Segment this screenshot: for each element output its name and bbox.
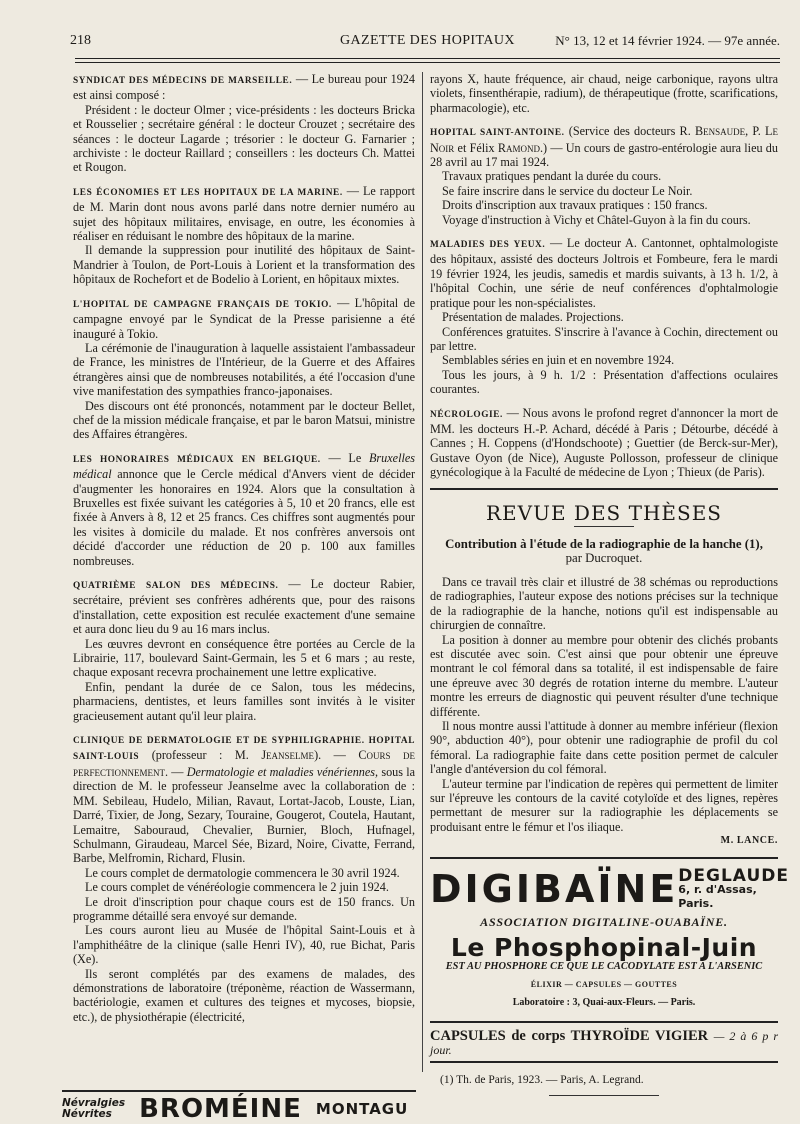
signature: M. LANCE. — [720, 835, 778, 847]
article-tokio: L'HOPITAL DE CAMPAGNE FRANÇAIS DE TOKIO. — L'hôpital de campagne envoyé par le Syndicat de la Presse parisienne a été inauguré à Tokio. — [73, 295, 415, 341]
header-rule-thin — [75, 62, 780, 63]
issue-date: N° 13, 12 et 14 février 1924. — 97e année. — [555, 33, 780, 48]
thesis-title: Contribution à l'étude de la radiographie de la hanche (1), par Ducroquet. — [445, 536, 763, 565]
column-divider — [422, 72, 423, 1072]
header-rule — [75, 58, 780, 59]
digibaine-ad: DIGIBAÏNE DEGLAUDE 6, r. d'Assas, Paris. ASSOCIATION DIGITALINE-OUABAÏNE. — [430, 857, 778, 929]
phosphopinal-ad: Le Phosphopinal-Juin EST AU PHOSPHORE CE QUE LE CACODYLATE EST A L'ARSENIC ÉLIXIR — CAPSULES — GOUTTES Laboratoire : 3, Quai-aux-Fleurs. — Paris. — [430, 941, 778, 1011]
article-necrologie: NÉCROLOGIE. — Nous avons le profond regret d'annoncer la mort de MM. les docteurs H.-P. Achard, décédé à Paris ; Détourbe, décédé à Cannes ; H. Coppens (d'Hondschoote) ; Guettier (de Berck-sur-Mer), Gustave Oyon (de Nice), Auguste Pollosson, professeur de clinique gynécologique à la Faculté de médecine de Lyon ; Thieux (de Paris). — [430, 405, 778, 480]
article-yeux: MALADIES DES YEUX. — Le docteur A. Cantonnet, ophtalmologiste des hôpitaux, assisté des docteurs Joltrois et Fombeure, fera le mardi 19 février 1924, les jeudis, samedis et mardis suivants, à 13 h. 1/2, à l'hôpital Cochin, une série de neuf conférences d'ophtalmologie pratique pour les non-spécialistes. — [430, 236, 778, 310]
right-column: rayons X, haute fréquence, air chaud, neige carbonique, rayons ultra violets, finsenthérapie, radium), de thérapeutique (frotte, scarifications, pharmacologie), etc. HOPITAL SAINT-ANTOINE. (Service des docteurs R. Bensaude, P. Le Noir et Félix Ramond.) — Un cours de gastro-entérologie aura lieu du 28 avril au 17 mai 1924. Travaux pratiques pendant la durée du cours. Se faire inscrire dans le service du docteur Le Noir. Droits d'inscription aux travaux pratiques : 150 francs. Voyage d'instruction à Vichy et Châtel-Guyon à la fin du cours. MALADIES DES YEUX. — Le docteur A. Cantonnet, ophtalmologiste des hôpitaux, assisté des docteurs Joltrois et Fombeure, fera le mardi 19 février 1924, les jeudis, samedis et mardis suivants, à 13 h. 1/2, à l'hôpital Cochin, une série de neuf conférences d'ophtalmologie pratique pour les non-spécialistes. Présentation de malades. Projections. Conférences gratuites. S'inscrire à l'avance à Cochin, directement ou par lettre. Semblables séries en juin et en novembre 1924. Tous les jours, à 9 h. 1/2 : Présentation d'affections oculaires courantes. NÉCROLOGIE. — Nous avons le profond regret d'annoncer la mort de MM. les docteurs H.-P. Achard, décédé à Paris ; Détourbe, décédé à Cannes ; H. Coppens (d'Hondschoote) ; Guettier (de Berck-sur-Mer), Gustave Oyon (de Nice), Auguste Pollosson, professeur de clinique gynécologique à la Faculté de médecine de Lyon ; Thieux (de Paris). REVUE DES THÈSES Contribution à l'étude de la radiographie de la hanche (1), par Ducroquet. Dans ce travail très clair et illustré de 38 schémas ou reproductions de radiographies, l'auteur expose des notions précises sur la technique de la radiographie de la hanche, notions qu'il est indispensable au chirurgien de connaître. La position à donner au membre pour obtenir des clichés probants est discutée avec soin. C'est ainsi que pour obtenir une épreuve montrant le col fémoral dans sa totalité, il est indispensable de faire une épreuve avec 30 degrés de rotation interne du membre. L'auteur montre les erreurs de diagnostic qui peuvent résulter d'une technique différente. Il nous montre aussi l'attitude à donner au membre inférieur (flexion 90°, abduction 40°), pour obtenir une radiographie de profil du col fémoral. La radiographie faite dans cette position permet de calculer l'angle d'antéversion du col fémoral. L'auteur termine par l'indication de repères qui permettent de limiter sur l'épreuve les contours de la cavité cotyloïde et des lignes, repères permettant de mesurer sur la radiographie les déplacements se produisant entre le fémur et l'os iliaque. M. LANCE. DIGIBAÏNE DEGLAUDE 6, r. d'Assas, Paris. ASSOCIATION DIGITALINE-OUABAÏNE. Le Phosphopinal-Juin EST AU PHOSPHORE CE QUE LE CACODYLATE EST A L'ARSENIC ÉLIXIR — CAPSULES — GOUTTES Laboratoire : 3, Quai-aux-Fleurs. — Paris. CAPSULES de corps THYROÏDE VIGIER — 2 à 6 p r jour. (1) Th. de Paris, 1923. — Paris, A. Legrand. — [430, 72, 778, 1096]
article-clinique: CLINIQUE DE DERMATOLOGIE ET DE SYPHILIGRAPHIE. HOPITAL SAINT-LOUIS (professeur : M. Jeanselme). — Cours de perfectionnement. — Dermatologie et maladies vénériennes, sous la direction de M. le professeur Jeanselme avec la collaboration de : MM. Sebileau, Hudelo, Milian, Ravaut, Lortat-Jacob, Louste, Lian, Darré, Tixier, de Jong, Sezary, Touraine, Gougerot, Coutela, Hautant, Lemaitre, Sabouraud, Chevalier, Burnier, Bloch, Hufnagel, Schulmann, Giraudeau, Marcel Sée, Bizard, Noire, Civatte, Ferrand, Barbe, Melfromin, Richard, Flusin. — [73, 736, 416, 866]
journal-title: GAZETTE DES HOPITAUX — [340, 33, 515, 48]
theses-heading: REVUE DES THÈSES — [486, 500, 722, 525]
digibaine-logo: DIGIBAÏNE — [430, 867, 679, 912]
phosphopinal-logo: Le Phosphopinal-Juin — [450, 933, 758, 963]
bromeine-logo: BROMÉINE — [139, 1094, 302, 1124]
left-column: SYNDICAT DES MÉDECINS DE MARSEILLE. — Le bureau pour 1924 est ainsi composé : Président : le docteur Olmer ; vice-présidents : les docteurs Bricka et Rousselier ; secrétaire général : le docteur Crouzet ; secrétaire des séances : le docteur Lagarde ; trésorier : le docteur G. Farnarier ; archiviste : le docteur Raillard ; conseillers : les docteurs Ch. Mattei et Rougon. LES ÉCONOMIES ET LES HOPITAUX DE LA MARINE. — Le rapport de M. Marin dont nous avons parlé dans notre dernier numéro au sujet des hôpitaux militaires, envisage, en outre, les économies à réaliser en réduisant le nombre des hôpitaux de la marine. Il demande la suppression pour inutilité des hôpitaux de Saint-Mandrier à Toulon, de Port-Louis à Lorient et la transformation des hôpitaux de Rochefort et de Bodelio à Lorient, en hôpitaux mixtes. L'HOPITAL DE CAMPAGNE FRANÇAIS DE TOKIO. — L'hôpital de campagne envoyé par le Syndicat de la Presse parisienne a été inauguré à Tokio. La cérémonie de l'inauguration à laquelle assistaient l'ambassadeur de France, les ministres de l'Intérieur, de la Guerre et des Affaires étrangères ainsi que de nombreuses notabilités, a été l'occasion d'une vive manifestation des sympathies franco-japonaises. Des discours ont été prononcés, notamment par le docteur Bellet, chef de la mission médicale française, et par le baron Matsui, ministre des Affaires étrangères. LES HONORAIRES MÉDICAUX EN BELGIQUE. — Le Bruxelles médical annonce que le Cercle médical d'Anvers vient de décider d'augmenter les honoraires en 1924. Alors que la consultation à Bruxelles est fixée suivant les catégories à 5, 10 et 20 francs, elle est fixée à Anvers à 8, 12 et 25 francs. Ces chiffres sont augmentés pour les visites à domicile du malade. Et nos confrères anversois ont décidé d'accorder une réduction de 20 p. 100 aux familles nombreuses. QUATRIÈME SALON DES MÉDECINS. — Le docteur Rabier, secrétaire, prévient ses confrères adhérents que, pour des raisons d'installation, cette exposition est reculée exactement d'une semaine et aura donc lieu du 9 au 16 mars inclus. Les œuvres devront en conséquence être portées au Cercle de la Librairie, 117, boulevard Saint-Germain, les 5 et 6 mars ; au reste, chaque exposant recevra prochainement une lettre explicative. Enfin, pendant la durée de ce Salon, tous les médecins, pharmaciens, dentistes, et leurs familles sont invités à le visiter gracieusement autant qu'il leur plaira. CLINIQUE DE DERMATOLOGIE ET DE SYPHILIGRAPHIE. HOPITAL SAINT-LOUIS (professeur : M. Jeanselme). — Cours de perfectionnement. — Dermatologie et maladies vénériennes, sous la direction de M. le professeur Jeanselme avec la collaboration de : MM. Sebileau, Hudelo, Milian, Ravaut, Lortat-Jacob, Louste, Lian, Darré, Tixier, de Jong, Sezary, Touraine, Gougerot, Coutela, Hautant, Lemaitre, Sabouraud, Chevalier, Burnier, Bloch, Hufnagel, Schulmann, Giraudeau, Marcel Sée, Bizard, Noire, Civatte, Ferrand, Barbe, Melfromin, Richard, Flusin. Le cours complet de dermatologie commencera le 30 avril 1924. Le cours complet de vénéréologie commencera le 2 juin 1924. Le droit d'inscription pour chaque cours est de 150 francs. Un programme détaillé sera envoyé sur demande. Les cours auront lieu au Musée de l'hôpital Saint-Louis et à l'amphithéâtre de la clinique (salle Henri IV), 40, rue Bichat, Paris (Xe). Ils seront complétés par des examens de malades, des démonstrations de laboratoire (tréponème, réaction de Wassermann, bactériologie, examen et cultures des teignes et mycoses, biopsie, etc.), de physiothérapie (électricité, — [73, 72, 416, 1024]
footnote-rule — [549, 1095, 659, 1096]
section-rule — [430, 488, 778, 490]
page-header — [70, 30, 780, 50]
heading-dash — [574, 526, 634, 527]
article-salon: QUATRIÈME SALON DES MÉDECINS. — Le docteur Rabier, secrétaire, prévient ses confrères adhérents que, pour des raisons d'installation, cette exposition est reculée exactement d'une semaine et aura donc lieu du 9 au 16 mars inclus. — [73, 577, 415, 637]
thyroide-ad: CAPSULES de corps THYROÏDE VIGIER — 2 à 6 p r jour. — [430, 1021, 778, 1063]
article-syndicat: SYNDICAT DES MÉDECINS DE MARSEILLE. — Le bureau pour 1924 est ainsi composé : — [73, 72, 415, 103]
article-honoraires: LES HONORAIRES MÉDICAUX EN BELGIQUE. — Le Bruxelles médical annonce que le Cercle médical d'Anvers vient de décider d'augmenter les honoraires en 1924. Alors que la consultation à Bruxelles est fixée suivant les catégories à 5, 10 et 20 francs, elle est fixée à Anvers à 8, 12 et 25 francs. Ces chiffres sont augmentés pour les visites à domicile du malade. Et nos confrères anversois ont décidé d'accorder une réduction de 20 p. 100 aux familles nombreuses. — [73, 450, 415, 568]
article-saint-antoine: HOPITAL SAINT-ANTOINE. (Service des docteurs R. Bensaude, P. Le Noir et Félix Ramond.) — Un cours de gastro-entérologie aura lieu du 28 avril au 17 mai 1924. — [430, 124, 778, 170]
bromeine-ad: Névralgies Névrites BROMÉINE MONTAGU — [62, 1090, 416, 1124]
article-economies: LES ÉCONOMIES ET LES HOPITAUX DE LA MARINE. — Le rapport de M. Marin dont nous avons parlé dans notre dernier numéro au sujet des hôpitaux militaires, envisage, en outre, les économies à réaliser en réduisant le nombre des hôpitaux de la marine. — [73, 183, 415, 244]
footnote: (1) Th. de Paris, 1923. — Paris, A. Legrand. — [440, 1073, 644, 1086]
page-number: 218 — [70, 33, 91, 48]
